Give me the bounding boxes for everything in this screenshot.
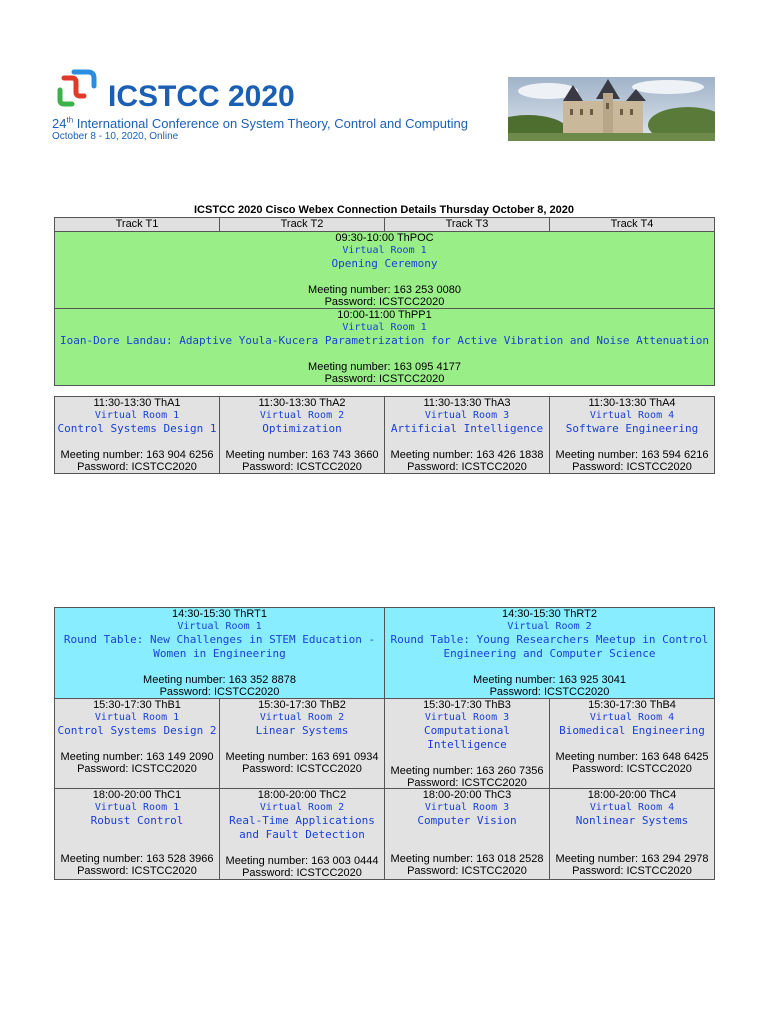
session-link[interactable]: Round Table: Young Researchers Meetup in Control Engineering and Computer Science: [390, 633, 709, 660]
conference-subtitle: 24th International Conference on System Theory, Control and Computing: [52, 115, 468, 131]
session-cell-thc3: 18:00-20:00 ThC3 Virtual Room 3 Computer Vision Meeting number: 163 018 2528 Password: ICSTCC2020: [385, 789, 550, 880]
session-cell-tha1: 11:30-13:30 ThA1 Virtual Room 1 Control Systems Design 1 Meeting number: 163 904 6256 Password: ICSTCC2020: [55, 397, 220, 474]
session-link[interactable]: Linear Systems: [255, 724, 349, 737]
session-link[interactable]: Computer Vision: [417, 814, 517, 827]
session-link[interactable]: Optimization: [262, 422, 342, 435]
round-table-cell-thrt1: 14:30-15:30 ThRT1 Virtual Room 1 Round Table: New Challenges in STEM Education - Women in Engineering Meeting number: 163 352 8878 Password: ICSTCC2020: [55, 608, 385, 699]
session-cell-thc4: 18:00-20:00 ThC4 Virtual Room 4 Nonlinear Systems Meeting number: 163 294 2978 Password: ICSTCC2020: [550, 789, 715, 880]
track-header-t4: Track T4: [550, 218, 715, 232]
session-cell-tha4: 11:30-13:30 ThA4 Virtual Room 4 Software Engineering Meeting number: 163 594 6216 Password: ICSTCC2020: [550, 397, 715, 474]
session-link[interactable]: Computational Intelligence: [423, 724, 511, 751]
track-header-t3: Track T3: [385, 218, 550, 232]
sessions-a-row: [55, 397, 715, 474]
plenary-talk-cell: 10:00-11:00 ThPP1 Virtual Room 1 Ioan-Dore Landau: Adaptive Youla-Kucera Parametrization for Active Vibration and Noise Attenuation Meeting number: 163 095 4177 Password: ICSTCC2020: [55, 308, 715, 385]
opening-ceremony-row: [55, 231, 715, 308]
session-link[interactable]: Control Systems Design 2: [57, 724, 217, 737]
plenary-table: [54, 217, 715, 386]
sessions-c-table: [54, 788, 715, 880]
session-link[interactable]: Round Table: New Challenges in STEM Education - Women in Engineering: [63, 633, 376, 660]
conference-dates: October 8 - 10, 2020, Online: [52, 131, 179, 142]
schedule-title: ICSTCC 2020 Cisco Webex Connection Details Thursday October 8, 2020: [193, 204, 575, 216]
session-cell-tha2: 11:30-13:30 ThA2 Virtual Room 2 Optimization Meeting number: 163 743 3660 Password: ICSTCC2020: [220, 397, 385, 474]
track-header-t1: Track T1: [55, 218, 220, 232]
sessions-b-row: [55, 699, 715, 790]
session-link[interactable]: Nonlinear Systems: [575, 814, 689, 827]
session-link[interactable]: Biomedical Engineering: [559, 724, 705, 737]
session-link[interactable]: Opening Ceremony: [331, 256, 438, 270]
session-cell-thb2: 15:30-17:30 ThB2 Virtual Room 2 Linear Systems Meeting number: 163 691 0934 Password: ICSTCC2020: [220, 699, 385, 790]
sessions-c-row: [55, 789, 715, 880]
session-link[interactable]: Real-Time Applications and Fault Detection: [229, 814, 375, 841]
round-table-cell-thrt2: 14:30-15:30 ThRT2 Virtual Room 2 Round Table: Young Researchers Meetup in Control Engineering and Computer Science Meeting number: 163 925 3041 Password: ICSTCC2020: [385, 608, 715, 699]
castle-photo: [508, 77, 715, 141]
session-cell-thb4: 15:30-17:30 ThB4 Virtual Room 4 Biomedical Engineering Meeting number: 163 648 6425 Password: ICSTCC2020: [550, 699, 715, 790]
sessions-a-table: [54, 396, 715, 474]
sessions-b-table: [54, 607, 715, 790]
icstcc-logo-icon: [54, 68, 98, 108]
round-table-row: [55, 608, 715, 699]
session-cell-tha3: 11:30-13:30 ThA3 Virtual Room 3 Artificial Intelligence Meeting number: 163 426 1838 Password: ICSTCC2020: [385, 397, 550, 474]
opening-ceremony-cell: 09:30-10:00 ThPOC Virtual Room 1 Opening Ceremony Meeting number: 163 253 0080 Password: ICSTCC2020: [55, 231, 715, 308]
plenary-talk-row: [55, 308, 715, 385]
session-link[interactable]: Control Systems Design 1: [57, 422, 217, 435]
meeting-password: Password: ICSTCC2020: [324, 295, 445, 308]
session-link[interactable]: Ioan-Dore Landau: Adaptive Youla-Kucera Parametrization for Active Vibration and Noise Attenuation: [59, 333, 709, 347]
session-cell-thc2: 18:00-20:00 ThC2 Virtual Room 2 Real-Time Applications and Fault Detection Meeting number: 163 003 0444 Password: ICSTCC2020: [220, 789, 385, 880]
session-cell-thb3: 15:30-17:30 ThB3 Virtual Room 3 Computational Intelligence Meeting number: 163 260 7356 Password: ICSTCC2020: [385, 699, 550, 790]
session-link[interactable]: Artificial Intelligence: [390, 422, 544, 435]
meeting-number: Meeting number: 163 095 4177: [308, 360, 461, 373]
track-header-t2: Track T2: [220, 218, 385, 232]
session-cell-thb1: 15:30-17:30 ThB1 Virtual Room 1 Control Systems Design 2 Meeting number: 163 149 2090 Password: ICSTCC2020: [55, 699, 220, 790]
conference-title: ICSTCC 2020: [108, 80, 295, 113]
track-header-row: [55, 218, 715, 232]
meeting-number: Meeting number: 163 253 0080: [308, 283, 461, 296]
session-link[interactable]: Software Engineering: [565, 422, 699, 435]
session-cell-thc1: 18:00-20:00 ThC1 Virtual Room 1 Robust Control Meeting number: 163 528 3966 Password: ICSTCC2020: [55, 789, 220, 880]
session-link[interactable]: Robust Control: [90, 814, 184, 827]
meeting-password: Password: ICSTCC2020: [324, 372, 445, 385]
